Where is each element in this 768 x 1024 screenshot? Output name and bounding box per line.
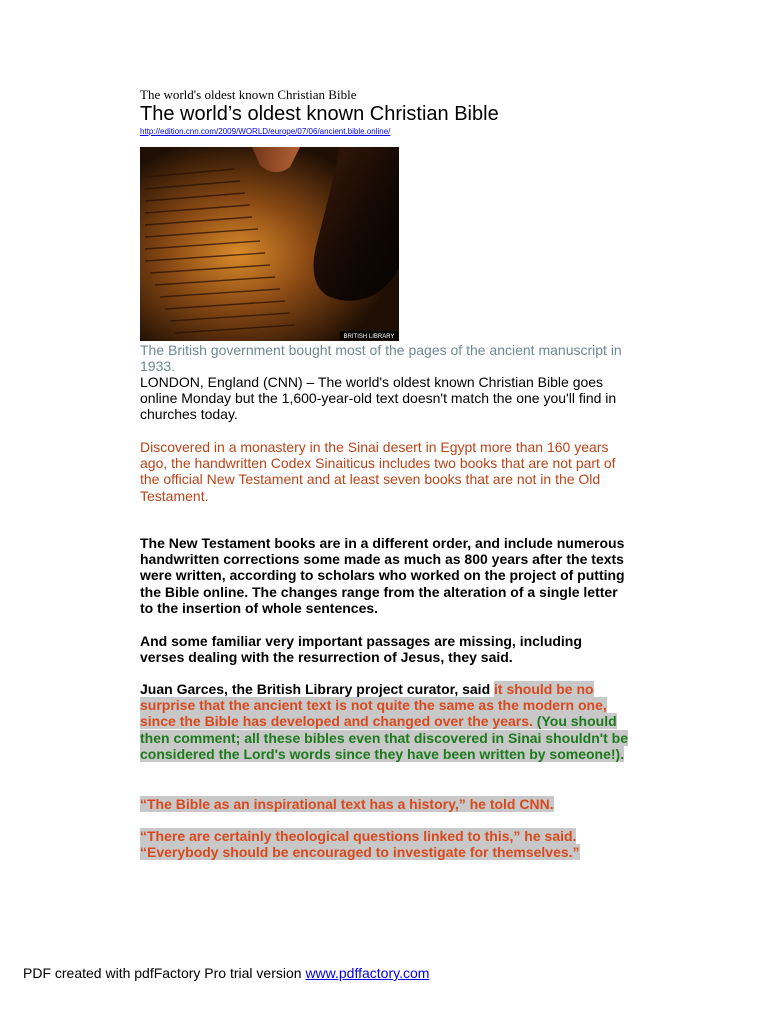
highlight-green-comment: (You should then comment; all these bibles even that discovered in Sinai shouldn't be considered the Lord's words since they have been written by someone!).: [140, 713, 628, 762]
footer-link[interactable]: www.pdffactory.com: [305, 965, 430, 981]
footer-text: PDF created with pdfFactory Pro trial version: [23, 965, 306, 981]
paragraph-curator: [140, 681, 630, 762]
highlight-red-quote: it should be no surprise that the ancient text is not quite the same as the modern one, since the Bible has developed and changed over the years.: [140, 681, 607, 730]
manuscript-image: [140, 147, 399, 341]
photo-credit: BRITISH LIBRARY: [343, 334, 395, 340]
paragraph-new-testament: The New Testament books are in a different order, and include numerous handwritten corrections some made as much as 800 years after the texts were written, according to scholars who worked on the project of putting the Bible online. The changes range from the alteration of a single letter to the insertion of whole sentences.: [140, 535, 625, 616]
highlight-quote-theological: “There are certainly theological questions linked to this,” he said. “Everybody should be encouraged to investigate for themselves.”: [140, 828, 580, 861]
paragraph-quote-history: [140, 796, 630, 812]
curator-lead-text: Juan Garces, the British Library project curator, said: [140, 681, 495, 697]
paragraph-quote-theological: [140, 828, 630, 860]
highlight-quote-history: “The Bible as an inspirational text has a history,” he told CNN.: [140, 796, 554, 812]
paragraph-codex: Discovered in a monastery in the Sinai desert in Egypt more than 160 years ago, the handwritten Codex Sinaiticus includes two books that are not part of the official New Testament and at least seven books that are not in the Old Testament.: [140, 439, 616, 504]
pdf-footer: [23, 965, 429, 982]
manuscript-photo: [140, 147, 399, 341]
paragraph-missing-passages: And some familiar very important passages are missing, including verses dealing with the resurrection of Jesus, they said.: [140, 633, 582, 666]
page-title: The world’s oldest known Christian Bible: [140, 103, 499, 125]
source-link[interactable]: http://edition.cnn.com/2009/WORLD/europe/07/06/ancient.bible.online/: [140, 127, 391, 136]
photo-caption: The British government bought most of the pages of the ancient manuscript in 1933.: [140, 342, 622, 374]
document-small-title: The world's oldest known Christian Bible: [140, 87, 357, 102]
paragraph-intro: LONDON, England (CNN) – The world's oldest known Christian Bible goes online Monday but the 1,600-year-old text doesn't match the one you'll find in churches today.: [140, 374, 617, 423]
